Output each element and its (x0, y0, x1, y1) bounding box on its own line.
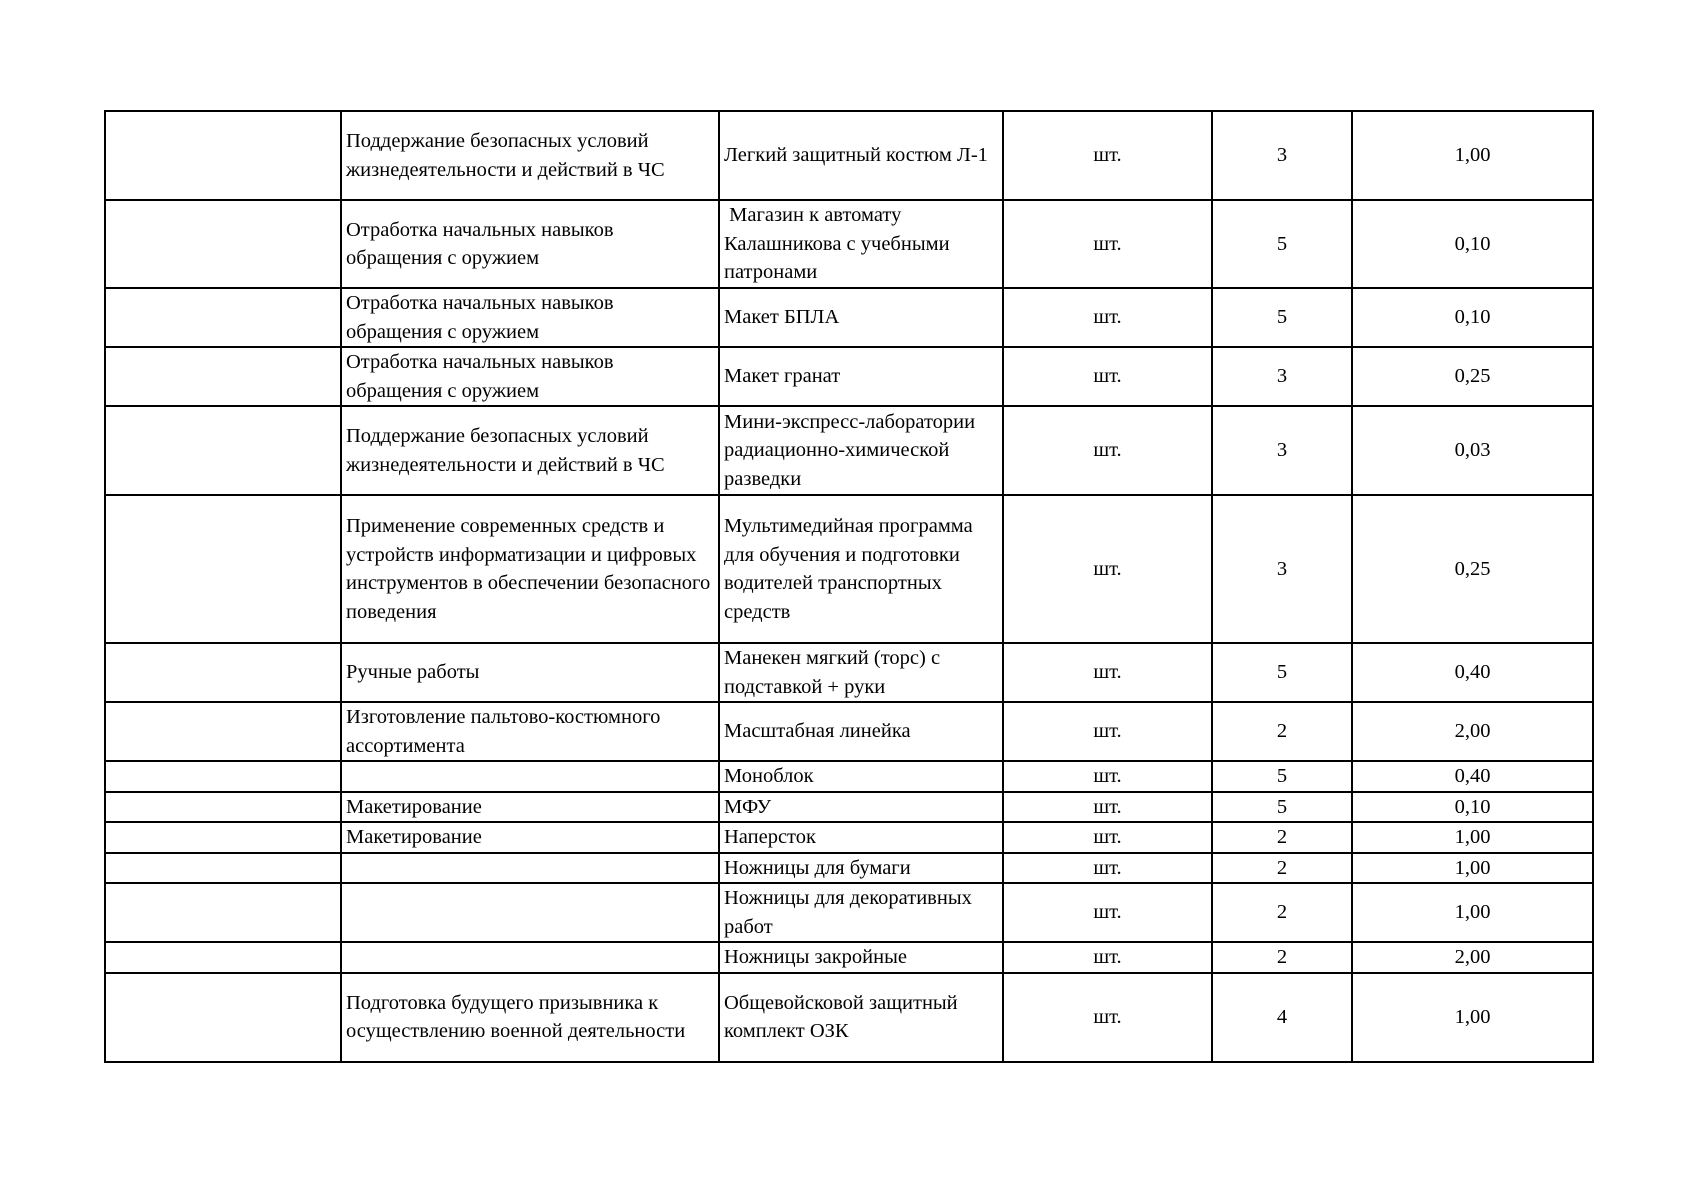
activity-cell (341, 761, 719, 792)
row-number-cell (105, 702, 341, 761)
unit-cell: шт. (1003, 702, 1212, 761)
quantity-cell: 2 (1212, 942, 1352, 973)
norm-cell: 1,00 (1352, 973, 1593, 1062)
norm-cell: 0,03 (1352, 406, 1593, 495)
row-number-cell (105, 822, 341, 853)
quantity-cell: 5 (1212, 200, 1352, 288)
norm-cell: 0,10 (1352, 792, 1593, 823)
table-row (105, 111, 1593, 200)
table-row (105, 853, 1593, 884)
unit-cell: шт. (1003, 288, 1212, 347)
activity-cell: Поддержание безопасных условий жизнедеятельности и действий в ЧС (341, 406, 719, 495)
unit-cell: шт. (1003, 111, 1212, 200)
item-cell: Общевойсковой защитный комплект ОЗК (719, 973, 1003, 1062)
row-number-cell (105, 347, 341, 406)
row-number-cell (105, 288, 341, 347)
norm-cell: 2,00 (1352, 702, 1593, 761)
activity-cell: Отработка начальных навыков обращения с оружием (341, 347, 719, 406)
activity-cell: Изготовление пальтово-костюмного ассортимента (341, 702, 719, 761)
activity-cell: Макетирование (341, 822, 719, 853)
item-cell: Мультимедийная программа для обучения и подготовки водителей транспортных средств (719, 495, 1003, 643)
quantity-cell: 5 (1212, 761, 1352, 792)
quantity-cell: 2 (1212, 883, 1352, 942)
table-row (105, 822, 1593, 853)
document-page (104, 110, 1592, 1063)
table-row (105, 347, 1593, 406)
quantity-cell: 5 (1212, 288, 1352, 347)
quantity-cell: 3 (1212, 495, 1352, 643)
table-row (105, 942, 1593, 973)
row-number-cell (105, 973, 341, 1062)
table-row (105, 792, 1593, 823)
unit-cell: шт. (1003, 347, 1212, 406)
quantity-cell: 4 (1212, 973, 1352, 1062)
item-cell: МФУ (719, 792, 1003, 823)
unit-cell: шт. (1003, 942, 1212, 973)
activity-cell (341, 853, 719, 884)
activity-cell (341, 883, 719, 942)
item-cell: Макет БПЛА (719, 288, 1003, 347)
unit-cell: шт. (1003, 822, 1212, 853)
norm-cell: 1,00 (1352, 822, 1593, 853)
table-row (105, 495, 1593, 643)
quantity-cell: 3 (1212, 406, 1352, 495)
unit-cell: шт. (1003, 883, 1212, 942)
row-number-cell (105, 792, 341, 823)
row-number-cell (105, 111, 341, 200)
item-cell: Моноблок (719, 761, 1003, 792)
unit-cell: шт. (1003, 761, 1212, 792)
table-row (105, 200, 1593, 288)
row-number-cell (105, 200, 341, 288)
item-cell: Манекен мягкий (торс) с подставкой + руки (719, 643, 1003, 702)
unit-cell: шт. (1003, 643, 1212, 702)
table-row (105, 761, 1593, 792)
norm-cell: 0,10 (1352, 200, 1593, 288)
quantity-cell: 5 (1212, 643, 1352, 702)
activity-cell: Отработка начальных навыков обращения с оружием (341, 288, 719, 347)
row-number-cell (105, 942, 341, 973)
unit-cell: шт. (1003, 495, 1212, 643)
activity-cell: Поддержание безопасных условий жизнедеятельности и действий в ЧС (341, 111, 719, 200)
unit-cell: шт. (1003, 792, 1212, 823)
activity-cell: Применение современных средств и устройств информатизации и цифровых инструментов в обеспечении безопасного поведения (341, 495, 719, 643)
item-cell: Масштабная линейка (719, 702, 1003, 761)
table-row (105, 643, 1593, 702)
item-cell: Магазин к автомату Калашникова с учебными патронами (719, 200, 1003, 288)
row-number-cell (105, 761, 341, 792)
unit-cell: шт. (1003, 406, 1212, 495)
unit-cell: шт. (1003, 973, 1212, 1062)
norm-cell: 0,40 (1352, 761, 1593, 792)
activity-cell: Макетирование (341, 792, 719, 823)
item-cell: Ножницы закройные (719, 942, 1003, 973)
row-number-cell (105, 406, 341, 495)
item-cell: Мини-экспресс-лаборатории радиационно-химической разведки (719, 406, 1003, 495)
item-cell: Макет гранат (719, 347, 1003, 406)
activity-cell: Отработка начальных навыков обращения с оружием (341, 200, 719, 288)
norm-cell: 0,25 (1352, 347, 1593, 406)
norm-cell: 1,00 (1352, 111, 1593, 200)
quantity-cell: 2 (1212, 702, 1352, 761)
quantity-cell: 2 (1212, 822, 1352, 853)
quantity-cell: 5 (1212, 792, 1352, 823)
quantity-cell: 3 (1212, 347, 1352, 406)
norm-cell: 0,10 (1352, 288, 1593, 347)
table-row (105, 702, 1593, 761)
row-number-cell (105, 853, 341, 884)
table-row (105, 883, 1593, 942)
table-row (105, 288, 1593, 347)
activity-cell (341, 942, 719, 973)
norm-cell: 0,40 (1352, 643, 1593, 702)
equipment-table (104, 110, 1594, 1063)
row-number-cell (105, 883, 341, 942)
quantity-cell: 3 (1212, 111, 1352, 200)
item-cell: Наперсток (719, 822, 1003, 853)
table-row (105, 406, 1593, 495)
norm-cell: 2,00 (1352, 942, 1593, 973)
unit-cell: шт. (1003, 200, 1212, 288)
quantity-cell: 2 (1212, 853, 1352, 884)
item-cell: Ножницы для декоративных работ (719, 883, 1003, 942)
item-cell: Ножницы для бумаги (719, 853, 1003, 884)
norm-cell: 0,25 (1352, 495, 1593, 643)
norm-cell: 1,00 (1352, 853, 1593, 884)
item-cell: Легкий защитный костюм Л-1 (719, 111, 1003, 200)
activity-cell: Ручные работы (341, 643, 719, 702)
table-row (105, 973, 1593, 1062)
row-number-cell (105, 495, 341, 643)
norm-cell: 1,00 (1352, 883, 1593, 942)
unit-cell: шт. (1003, 853, 1212, 884)
activity-cell: Подготовка будущего призывника к осуществлению военной деятельности (341, 973, 719, 1062)
row-number-cell (105, 643, 341, 702)
